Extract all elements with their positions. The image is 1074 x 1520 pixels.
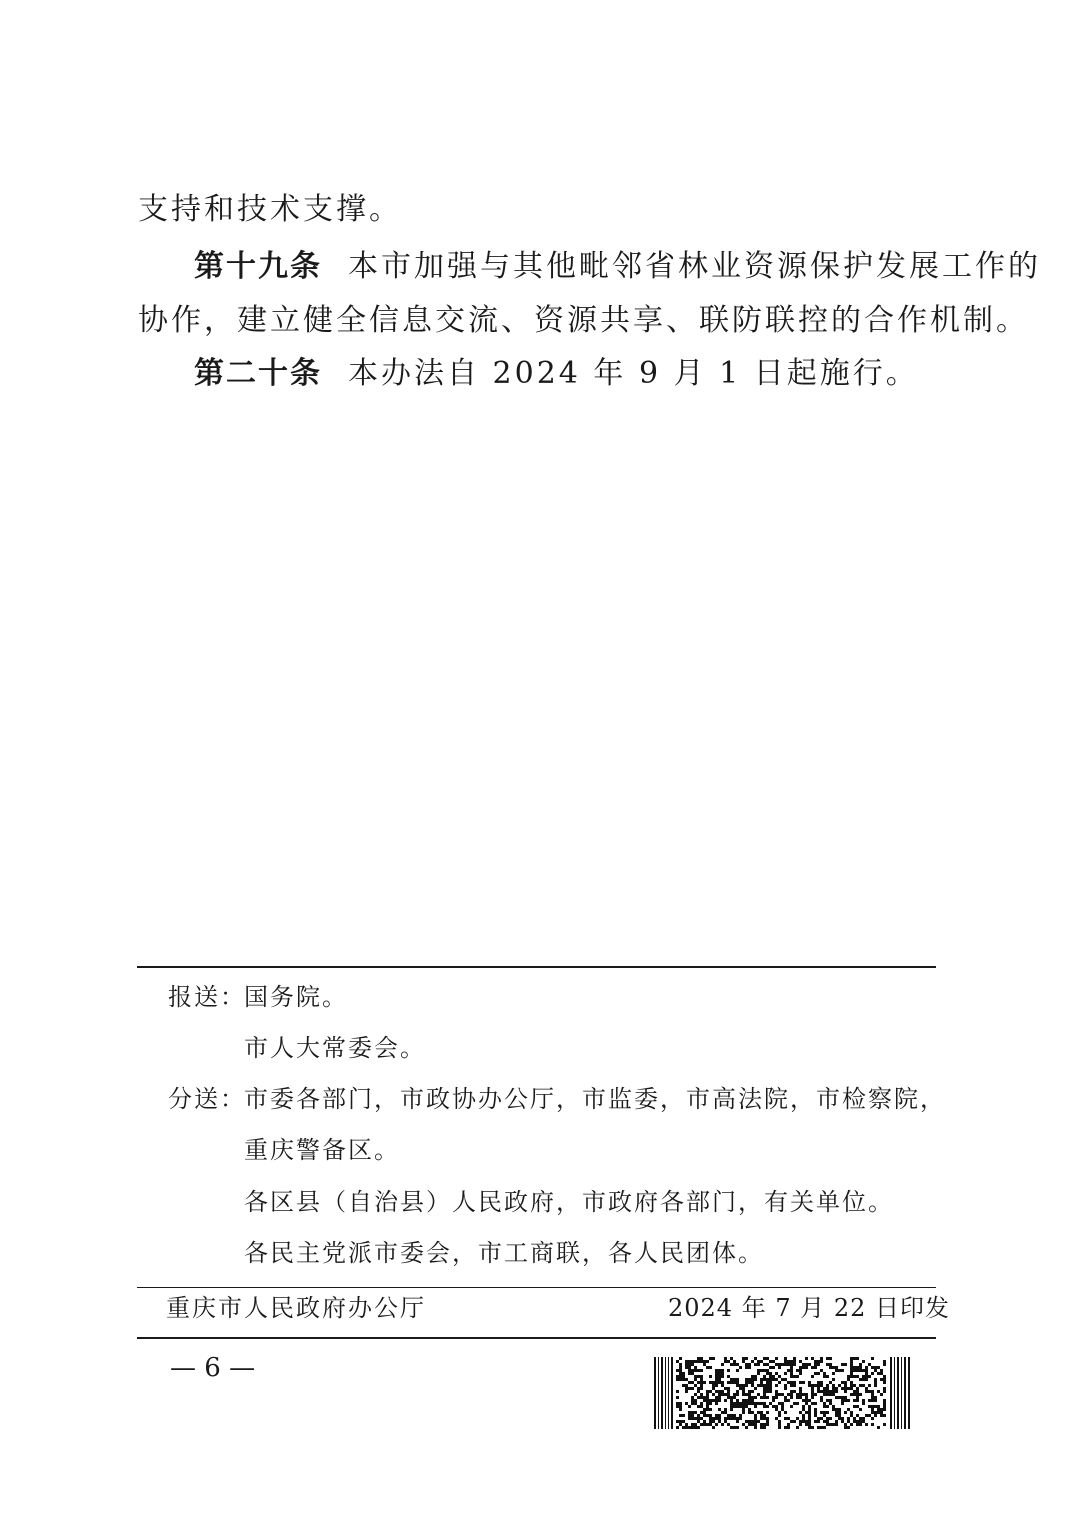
article-19-text-1: 本市加强与其他毗邻省林业资源保护发展工作的: [348, 249, 1041, 284]
barcode-icon: [654, 1357, 910, 1429]
page-number: — 6 —: [170, 1353, 256, 1383]
send-line-4: 各民主党派市委会，市工商联，各人民团体。: [244, 1239, 764, 1267]
report-line-2: 市人大常委会。: [244, 1034, 426, 1062]
article-20-label: 第二十条: [194, 356, 322, 391]
send-label: 分送：: [168, 1085, 246, 1113]
article-19-label: 第十九条: [194, 249, 322, 284]
article-19-line-1: [194, 249, 1041, 284]
middle-rule: [137, 1287, 936, 1288]
send-line-1: 市委各部门，市政协办公厅，市监委，市高法院，市检察院，: [244, 1085, 946, 1113]
report-label: 报送：: [168, 983, 246, 1011]
bottom-rule: [137, 1337, 936, 1339]
article-20-line: [194, 357, 994, 391]
article-19-line-2: 协作，建立健全信息交流、资源共享、联防联控的合作机制。: [138, 303, 1029, 338]
body-line-1: 支持和技术支撑。: [138, 192, 402, 227]
top-rule: [137, 966, 936, 968]
article-20-text: 本办法自 2024 年 9 月 1 日起施行。: [348, 356, 919, 391]
report-line-1: 国务院。: [244, 983, 348, 1011]
print-date: 2024 年 7 月 22 日印发: [668, 1294, 951, 1322]
send-line-2: 重庆警备区。: [244, 1136, 400, 1164]
issuer: 重庆市人民政府办公厅: [166, 1294, 426, 1322]
send-line-3: 各区县（自治县）人民政府，市政府各部门，有关单位。: [244, 1188, 894, 1216]
